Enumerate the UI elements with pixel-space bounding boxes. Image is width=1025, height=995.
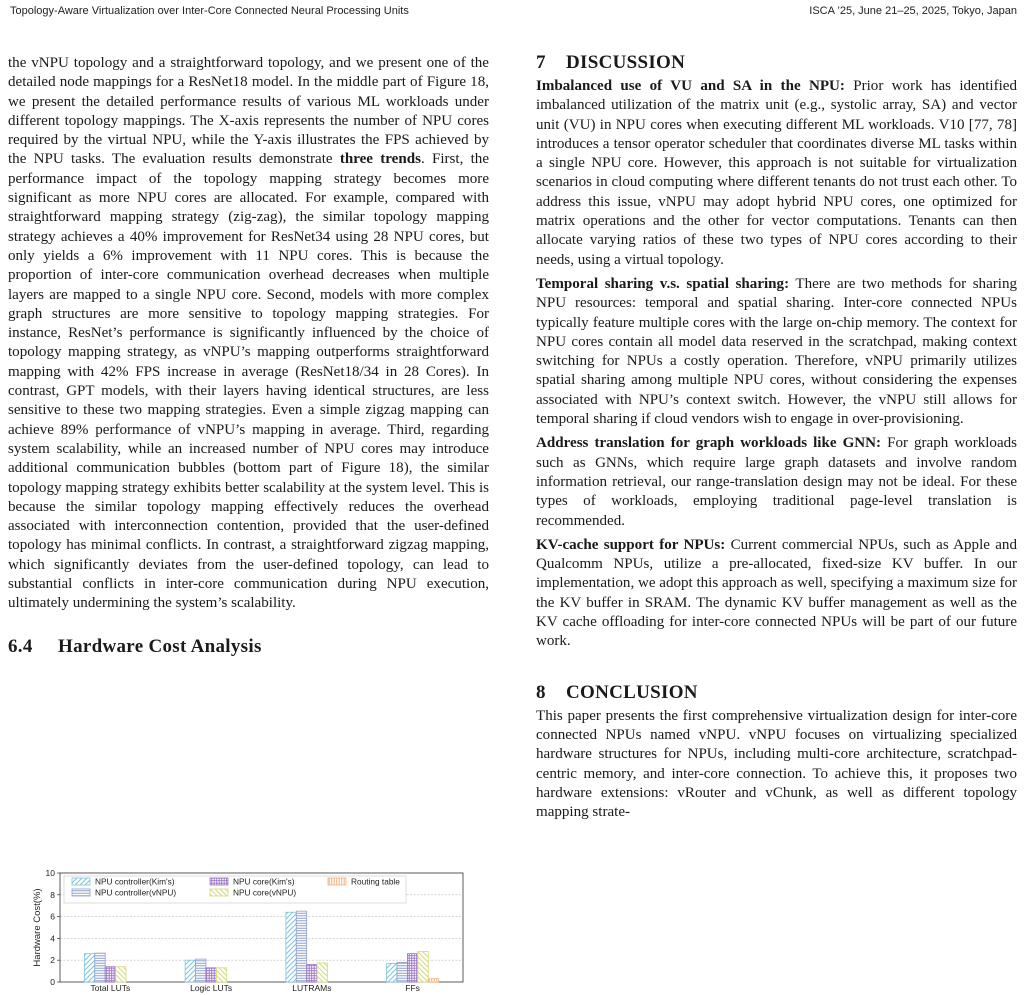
y-tick-label: 4: [50, 933, 55, 944]
x-tick-label: Logic LUTs: [190, 983, 233, 993]
bar: [196, 959, 206, 982]
legend-label: NPU controller(Kim's): [95, 876, 175, 887]
y-tick-label: 0: [50, 977, 55, 987]
paragraph-text: There are two methods for sharing NPU resources: temporal and spatial sharing. Inter-core connected NPUs typically feature multiple cores with the large on-chip memory. The context for NPU cores contain all model data reserved in the scratchpad, making context switching for NPUs a costly operation. Therefore, vNPU primarily utilizes spatial sharing among multiple NPU cores, without considering the expenses associated with NPU’s context switch. However, the vNPU still allows for temporal sharing if cloud vendors wish to engage in over-provisioning.: [536, 275, 1017, 428]
body-paragraph: [536, 275, 1017, 429]
hardware-cost-chart: [8, 867, 478, 995]
section-title: DISCUSSION: [566, 52, 686, 73]
body-paragraph: [536, 77, 1017, 270]
y-tick-label: 8: [50, 889, 55, 900]
section-number: 8: [536, 681, 546, 703]
legend-swatch: [72, 878, 90, 885]
y-tick-label: 10: [45, 868, 55, 878]
bar: [407, 954, 417, 982]
header-venue: ISCA ’25, June 21–25, 2025, Tokyo, Japan: [809, 5, 1017, 17]
paragraph-text: For graph workloads such as GNNs, which require large graph datasets and involve random information retrieval, our range-translation design may not be ideal. For these types of workloads, employing traditional page-level translation is recommended.: [536, 435, 1018, 529]
legend-label: NPU core(vNPU): [233, 887, 297, 898]
paragraph-text: . First, the performance impact of the topology mapping strategy becomes more significant as more NPU cores are allocated. For example, compared with straightforward mapping strategy (zig-zag), the similar topology mapping strategy achieves a 40% improvement for ResNet34 using 28 NPU cores, but only yields a 6% improvement with 11 NPU cores. This is because the proportion of inter-core communication overhead decreases when multiple layers are mapped to a single NPU core. Second, models with more complex graph structures are more sensitive to topology mapping strategies. For instance, ResNet’s performance is significantly influenced by the choice of topology mapping strategy, as vNPU’s mapping outperforms straightforward mapping with 42% FPS increase in average (ResNet18/34 in 28 Cores). In contrast, GPT models, with their layers having identical structures, are less sensitive to these two mapping strategies. Even a simple zigzag mapping can achieve 89% performance of vNPU’s mapping in average. Third, regarding system scalability, while an increased number of NPU cores may introduce additional communication bubbles (bottom part of Figure 18), the similar topology mapping strategy exhibits better scalability at the system level. This is because the similar topology mapping effectively reduces the overhead associated with interconnection contention, provided that the user-defined topology has minimal conflicts. In contrast, a straightforward zigzag mapping, which significantly deviates from the user-defined topology, can lead to substantial conflicts in inter-core communication during NPU execution, ultimately undermining the system’s scalability.: [8, 151, 489, 612]
bar: [84, 954, 94, 982]
legend-swatch: [72, 889, 90, 896]
bar: [286, 912, 296, 982]
bar: [428, 979, 438, 982]
legend-label: NPU controller(vNPU): [95, 887, 177, 898]
left-column: [8, 54, 489, 658]
right-column: [536, 52, 1017, 822]
x-tick-label: FFs: [405, 983, 420, 993]
y-tick-label: 6: [50, 911, 55, 922]
bar: [105, 967, 115, 982]
bar: [116, 967, 126, 982]
section-heading-discussion: [536, 52, 1017, 74]
body-paragraph: [8, 54, 489, 614]
paragraph-lead: Address translation for graph workloads like GNN:: [536, 435, 882, 452]
bar: [95, 953, 105, 982]
legend-swatch: [210, 878, 228, 885]
header-paper-title: Topology-Aware Virtualization over Inter-Core Connected Neural Processing Units: [10, 5, 409, 17]
bar: [185, 960, 195, 982]
section-heading-conclusion: [536, 682, 1017, 704]
bar: [317, 963, 327, 982]
x-tick-label: Total LUTs: [90, 983, 131, 993]
section-number: 7: [536, 52, 546, 73]
body-paragraph: [536, 434, 1017, 530]
bar: [206, 968, 216, 982]
paragraph-lead: KV-cache support for NPUs:: [536, 536, 726, 553]
paragraph-text: This paper presents the first comprehensive virtualization design for inter-core connected NPUs named vNPU. vNPU focuses on virtualizing specialized hardware structures for NPUs, including multi-core architecture, scratchpad-centric memory, and inter-core connection. To achieve this, it proposes two hardware extensions: vRouter and vChunk, as well as different topology mapping strate-: [536, 707, 1017, 821]
bar: [418, 951, 428, 982]
paragraph-text: Current commercial NPUs, such as Apple and Qualcomm NPUs, utilize a pre-allocated, fixed-size KV buffer. In our implementation, we adopt this approach as well, specifying a maximum size for the KV buffer in SRAM. The dynamic KV buffer management as well as the KV cache offloading for inter-core connected NPUs will be part of our future work.: [536, 536, 1017, 650]
legend-swatch: [210, 889, 228, 896]
bar: [387, 963, 397, 982]
bar: [307, 965, 317, 982]
section-heading-hardware-cost: [8, 636, 489, 658]
bar: [397, 962, 407, 982]
section-title: CONCLUSION: [566, 681, 698, 703]
bar: [296, 911, 306, 982]
body-paragraph: [536, 707, 1017, 823]
bar: [216, 968, 226, 982]
legend-swatch: [328, 878, 346, 885]
y-tick-label: 2: [50, 955, 55, 966]
legend-label: Routing table: [351, 876, 400, 887]
paragraph-text: the vNPU topology and a straightforward topology, and we present one of the detailed node mappings for a ResNet18 model. In the middle part of Figure 18, we present the detailed performance results of various ML workloads under different topology mappings. The X-axis represents the number of NPU cores required by the virtual NPU, while the Y-axis illustrates the FPS achieved by the NPU tasks. The evaluation results demonstrate: [8, 55, 489, 168]
body-paragraph: [536, 536, 1017, 652]
paragraph-lead: Imbalanced use of VU and SA in the NPU:: [536, 78, 845, 94]
legend-label: NPU core(Kim's): [233, 876, 295, 887]
y-axis-label: Hardware Cost(%): [32, 888, 43, 967]
x-tick-label: LUTRAMs: [292, 983, 332, 993]
section-number: 6.4: [8, 635, 33, 657]
chart-svg: [8, 867, 478, 995]
paragraph-lead: Temporal sharing v.s. spatial sharing:: [536, 275, 790, 292]
paragraph-text: Prior work has identified imbalanced utilization of the matrix unit (e.g., systolic array, SA) and vector unit (VU) in NPU cores when executing different ML workloads. V10 [77, 78] introduces a tensor operator scheduler that coordinates diverse ML tasks within a single NPU core. However, this approach is not suitable for virtualization scenarios in cloud computing where different tenants do not trust each other. To address this issue, vNPU may adopt hybrid NPU cores, one optimized for matrix operations and the other for vector computations. Tenants can then allocate varying ratios of these two types of NPU cores according to their needs, using a virtual topology.: [536, 78, 1017, 268]
section-title: Hardware Cost Analysis: [58, 635, 262, 657]
running-header: [10, 5, 1017, 17]
bold-phrase: three trends: [339, 151, 421, 168]
